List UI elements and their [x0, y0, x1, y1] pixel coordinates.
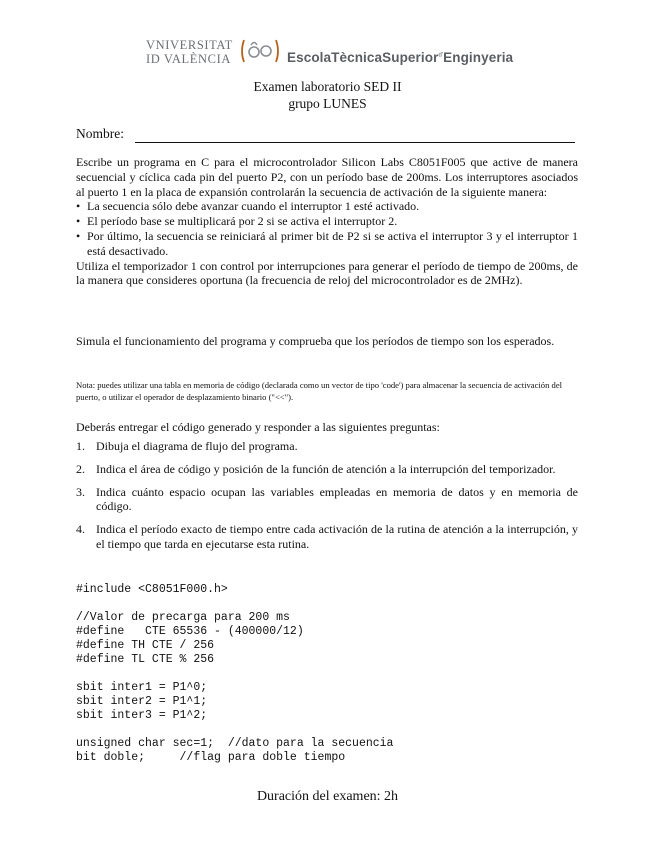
name-label: Nombre: — [76, 126, 124, 141]
note-paragraph: Nota: puedes utilizar una tabla en memoria de código (declarada como un vector de tipo 'code') para almacenar la secuencia de activación del puerto, o utilizar el operador de desplazamiento binario ("<<"). — [76, 380, 563, 402]
question-number: 4. — [76, 522, 85, 537]
university-emblem-icon — [238, 36, 282, 66]
question-number: 3. — [76, 484, 85, 499]
question-number: 2. — [76, 461, 85, 476]
name-field-line[interactable] — [135, 142, 575, 143]
conditions-list — [76, 199, 578, 258]
question-text: Indica el área de código y posición de la función de atención a la interrupción del temporizador. — [96, 461, 556, 476]
university-logo — [146, 38, 234, 66]
question-text: Indica el período exacto de tiempo entre cada activación de la rutina de atención a la interrupción, y el tiempo que tarda en ejecutarse esta rutina. — [96, 522, 578, 551]
list-item: • Por último, la secuencia se reiniciará al primer bit de P2 si se activa el interruptor 3 y el interruptor 1 está desactivado. — [76, 229, 578, 259]
school-name-part: Tècnica — [331, 50, 383, 65]
intro-paragraph: Escribe un programa en C para el microcontrolador Silicon Labs C8051F005 que active de manera secuencial y cíclica cada pin del puerto P2, con un período base de 200ms. Los interruptores asociados al puerto 1 en la placa de expansión controlarán la secuencia de activación de la siguiente manera: — [76, 155, 578, 199]
code-listing: #include <C8051F000.h> //Valor de precarga para 200 ms #define CTE 65536 - (400000/12) #define TH CTE / 256 #define TL CTE % 256 sbit inter1 = P1^0; sbit inter2 = P1^1; sbit inter3 = P1^2; unsigned char sec=1; //dato para la secuencia bit doble; //flag para doble tiempo — [76, 583, 394, 764]
exam-group: grupo LUNES — [288, 96, 367, 111]
questions-list — [76, 439, 578, 560]
list-item — [76, 485, 578, 515]
school-name-part: Enginyeria — [443, 50, 514, 65]
question-text: Indica cuánto espacio ocupan las variables empleadas en memoria de datos y en memoria de código. — [96, 484, 578, 514]
intro-section — [76, 155, 578, 288]
question-text: Dibuja el diagrama de flujo del programa. — [96, 439, 298, 453]
school-name-part: Superior — [382, 50, 439, 65]
list-item: • La secuencia sólo debe avanzar cuando el interruptor 1 esté activado. — [76, 199, 578, 214]
university-line2: ID VALÈNCIA — [146, 52, 231, 66]
school-name-part: Escola — [287, 50, 332, 65]
school-name-part: d' — [438, 52, 444, 59]
school-logo — [287, 50, 513, 65]
list-item — [76, 522, 578, 552]
exam-title: Examen laboratorio SED II — [253, 79, 402, 94]
exam-duration: Duración del examen: 2h — [256, 789, 399, 804]
deliver-paragraph: Deberás entregar el código generado y responder a las siguientes preguntas: — [76, 420, 440, 434]
simulate-paragraph: Simula el funcionamiento del programa y comprueba que los períodos de tiempo son los esperados. — [76, 334, 555, 348]
list-item — [76, 439, 578, 454]
list-item — [76, 462, 578, 477]
list-item: • El período base se multiplicará por 2 si se activa el interruptor 2. — [76, 214, 578, 229]
timer-paragraph: Utiliza el temporizador 1 con control por interrupciones para generar el período de tiempo de 200ms, de la manera que consideres oportuna (la frecuencia de reloj del microcontrolador es de 2MHz). — [76, 258, 578, 288]
question-number: 1. — [76, 439, 85, 453]
university-line1: VNIVERSITAT — [146, 38, 233, 52]
